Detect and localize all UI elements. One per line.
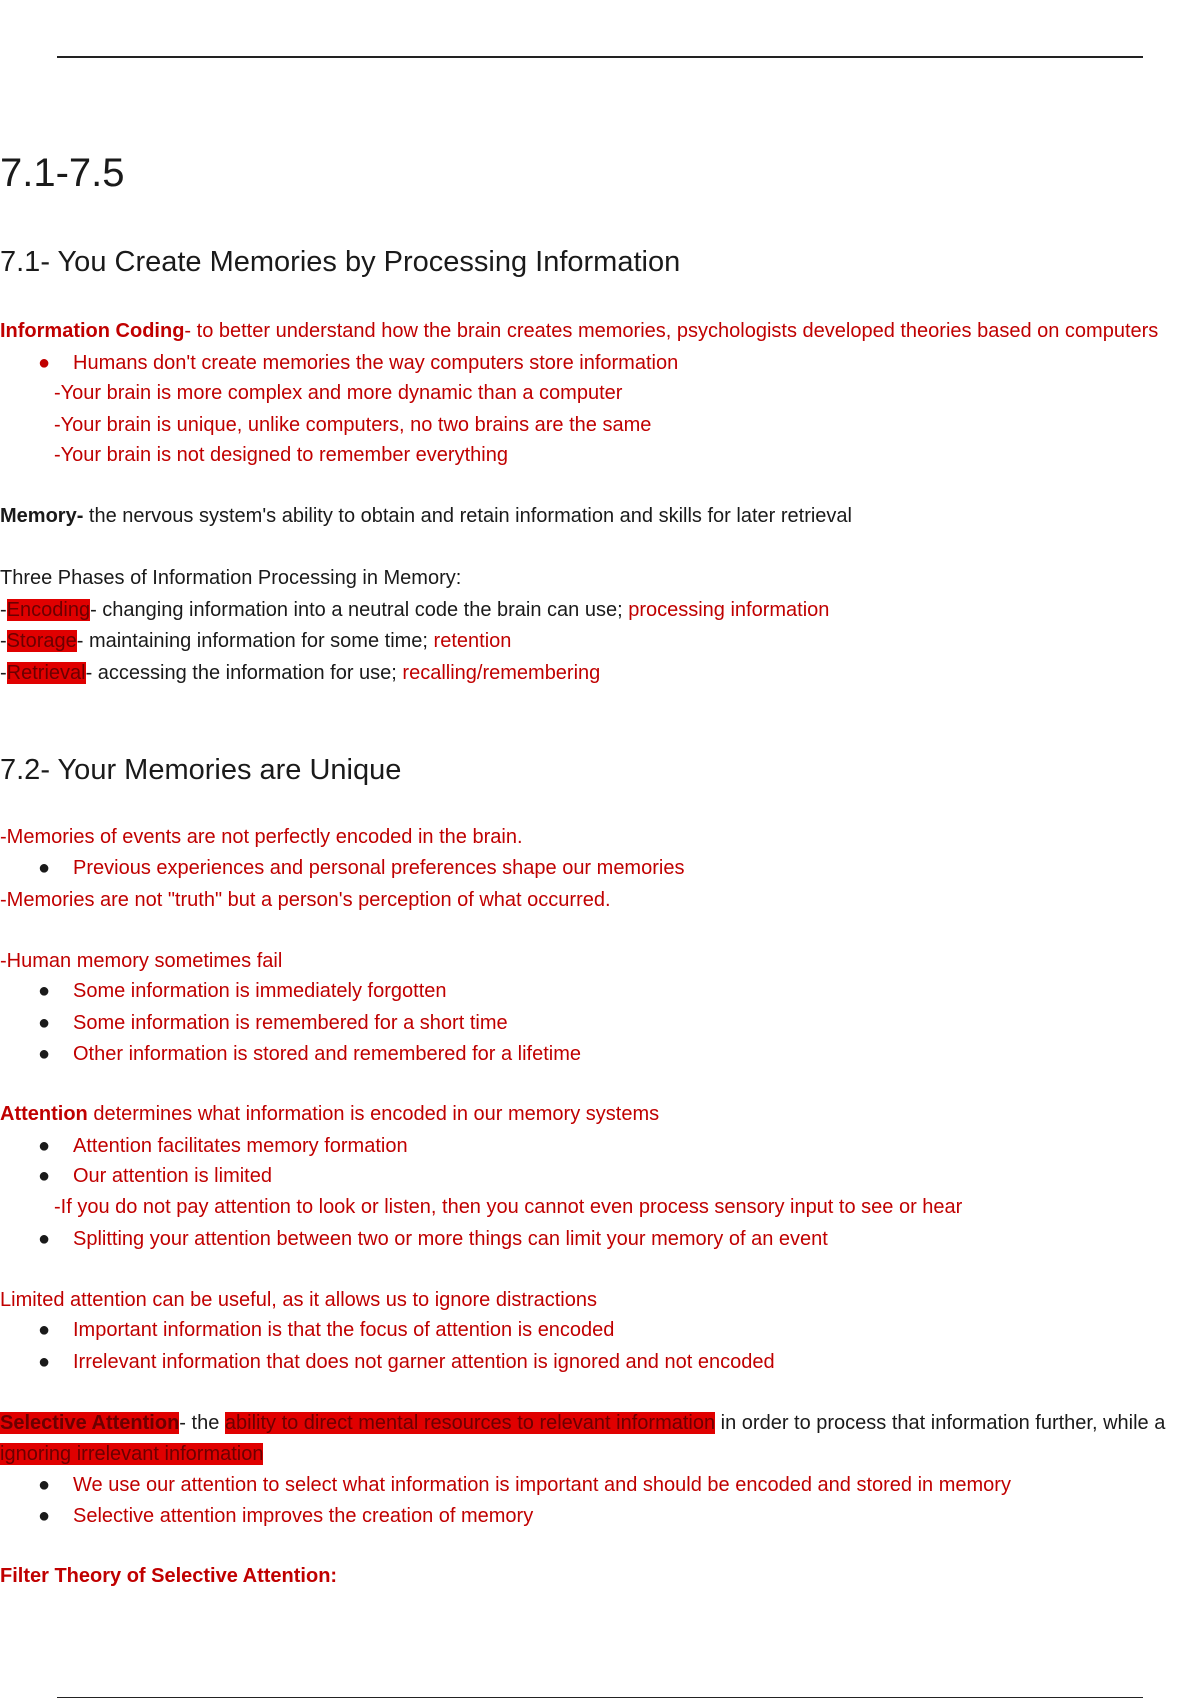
list-item: Important information is that the focus of attention is encoded (73, 1319, 615, 1341)
phase-note: recalling/remembering (402, 662, 601, 684)
highlight-phrase: ignoring irrelevant information (0, 1443, 264, 1465)
highlight-term: Storage (6, 630, 77, 652)
list-item: Other information is stored and remembered for a lifetime (73, 1043, 581, 1065)
paragraph: -Human memory sometimes fail (0, 950, 283, 972)
footer-rule (57, 1697, 1143, 1698)
attention-paragraph (0, 1101, 659, 1127)
filter-theory-heading: Filter Theory of Selective Attention: (0, 1565, 338, 1587)
sel-dash: - the (179, 1412, 225, 1434)
dash: - (0, 599, 7, 621)
bullet-icon: ● (38, 1135, 51, 1157)
phase-note: retention (433, 630, 512, 652)
phase-def: - accessing the information for use; (85, 662, 403, 684)
list-item: Humans don't create memories the way computers store information (73, 352, 679, 374)
list-item: Some information is remembered for a short time (73, 1012, 508, 1034)
page-title: 7.1-7.5 (0, 151, 125, 195)
bullet-icon: ● (38, 1012, 51, 1034)
memory-definition (0, 503, 852, 529)
bullet-icon: ● (38, 1228, 51, 1250)
list-item: Attention facilitates memory formation (73, 1135, 408, 1157)
phase-encoding (0, 597, 829, 623)
info-coding-definition: - to better understand how the brain creates memories, psychologists developed theories based on computers (184, 320, 1159, 342)
list-item: -Your brain is not designed to remember everything (54, 444, 508, 466)
list-item: Selective attention improves the creation of memory (73, 1505, 534, 1527)
phase-def: - changing information into a neutral code the brain can use; (90, 599, 629, 621)
highlight-term: Encoding (6, 599, 91, 621)
section-heading-7-2: 7.2- Your Memories are Unique (0, 754, 402, 786)
list-item: -Your brain is unique, unlike computers, no two brains are the same (54, 414, 652, 436)
list-item: Some information is immediately forgotten (73, 980, 447, 1002)
bullet-icon: ● (38, 1505, 51, 1527)
section-heading-7-1: 7.1- You Create Memories by Processing Information (0, 246, 681, 278)
bullet-icon: ● (38, 857, 51, 879)
memory-def-text: the nervous system's ability to obtain and retain information and skills for later retrieval (83, 505, 852, 527)
paragraph: -Memories are not "truth" but a person's perception of what occurred. (0, 889, 611, 911)
selective-attention-paragraph (0, 1410, 1165, 1436)
highlight-term: Retrieval (6, 662, 86, 684)
bullet-icon: ● (38, 1319, 51, 1341)
paragraph: -Memories of events are not perfectly encoded in the brain. (0, 826, 523, 848)
bullet-icon: ● (38, 980, 51, 1002)
memory-term: Memory- (0, 505, 84, 527)
dash: - (0, 630, 7, 652)
phase-def: - maintaining information for some time; (76, 630, 434, 652)
dash: - (0, 662, 7, 684)
list-item: Splitting your attention between two or more things can limit your memory of an event (73, 1228, 828, 1250)
list-item: Previous experiences and personal preferences shape our memories (73, 857, 685, 879)
sel-rest: in order to process that information further, while a (715, 1412, 1166, 1434)
bullet-icon: ● (38, 1351, 51, 1373)
phase-storage (0, 628, 511, 654)
phases-intro: Three Phases of Information Processing in Memory: (0, 567, 462, 589)
phase-note: processing information (628, 599, 830, 621)
list-item: -If you do not pay attention to look or listen, then you cannot even process sensory input to see or hear (54, 1196, 963, 1218)
highlight-phrase: ability to direct mental resources to relevant information (224, 1412, 716, 1434)
attention-def: determines what information is encoded in our memory systems (87, 1103, 660, 1125)
selective-attention-term: Selective Attention (0, 1412, 180, 1434)
info-coding-paragraph (0, 318, 1158, 344)
header-rule (57, 56, 1143, 58)
list-item: Our attention is limited (73, 1165, 272, 1187)
info-coding-term: Information Coding (0, 320, 185, 342)
bullet-icon: ● (38, 1043, 51, 1065)
attention-term: Attention (0, 1103, 88, 1125)
phase-retrieval (0, 660, 600, 686)
selective-attention-continued (0, 1441, 263, 1467)
list-item: Irrelevant information that does not garner attention is ignored and not encoded (73, 1351, 775, 1373)
list-item: We use our attention to select what information is important and should be encoded and stored in memory (73, 1474, 1011, 1496)
bullet-icon: ● (38, 1165, 51, 1187)
bullet-icon: ● (38, 352, 51, 374)
bullet-icon: ● (38, 1474, 51, 1496)
list-item: -Your brain is more complex and more dynamic than a computer (54, 382, 623, 404)
paragraph: Limited attention can be useful, as it allows us to ignore distractions (0, 1289, 597, 1311)
